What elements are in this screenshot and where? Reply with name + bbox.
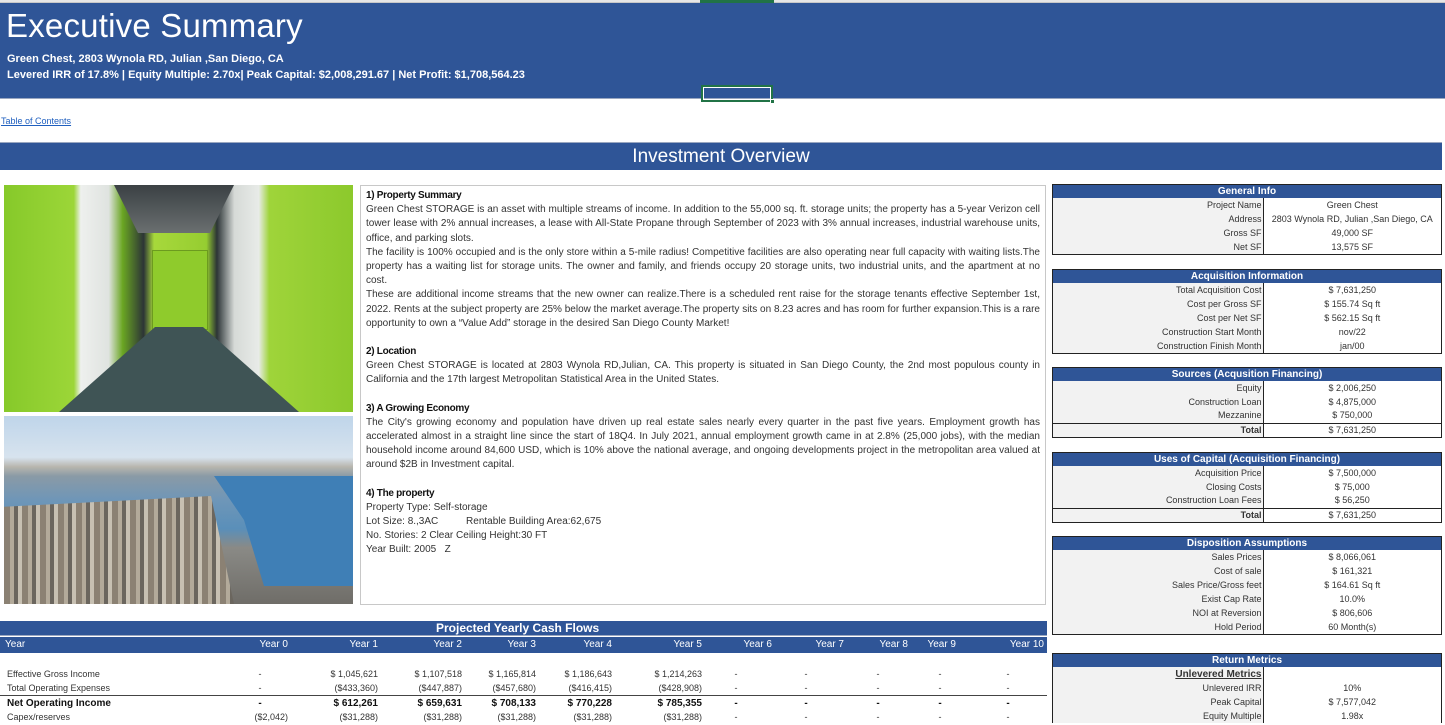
table-row [1053,311,1441,325]
row-label: Effective Gross Income [7,669,100,679]
active-cell-selection[interactable] [701,85,773,102]
row-value[interactable]: 10.0% [1263,592,1441,606]
table-row [1053,592,1441,606]
photo-city-shape [4,496,234,604]
cell[interactable]: $ 659,631 [417,698,462,709]
cell[interactable]: - [1006,712,1010,722]
year-header: Year 8 [879,639,908,650]
gross-sf-label: Gross SF [1053,226,1263,240]
row-value[interactable]: jan/00 [1263,339,1441,353]
row-value[interactable]: $ 8,066,061 [1263,550,1441,564]
row-label: Equity [1053,381,1263,395]
cell[interactable]: ($31,288) [663,712,702,722]
table-row [1053,620,1441,634]
row-label: Peak Capital [1053,695,1263,709]
row-label: Sales Prices [1053,550,1263,564]
row-label: Hold Period [1053,620,1263,634]
row-value[interactable]: $ 75,000 [1263,480,1441,494]
row-value[interactable]: $ 4,875,000 [1263,395,1441,409]
row-label: Construction Start Month [1053,325,1263,339]
property-summary-p2: The facility is 100% occupied and is the only store within a 5-mile radius! Competitive facilities are also operating near full capacity with waiting lists.The property has a waiting list for storage units. The owner and family, and friends occupy 20 storage units, two industrial units, and the apartment at no cost. [366,246,1040,287]
table-row [1053,466,1441,480]
year-header-label: Year [5,639,26,650]
row-label: Capex/reserves [7,712,71,722]
sources-panel [1052,367,1442,438]
table-row [1053,564,1441,578]
cell[interactable]: - [804,698,808,709]
lot-size-line: Lot Size: 8.,3AC Rentable Building Area:62,675 [366,516,602,528]
property-summary-heading: 1) Property Summary [366,190,462,201]
cell[interactable]: - [938,698,942,709]
property-summary-p1: Green Chest STORAGE is an asset with multiple streams of income. In addition to the 55,000 sq. ft. storage units; the property has a 5-year Verizon cell tower lease with 2% annual increases, a lease with All-State Propane through September of 2023 with 3% annual increases, industrial warehouse units, office, and parking slots. [366,204,1040,244]
property-description-textbox[interactable] [360,185,1046,605]
row-label: Construction Loan Fees [1053,494,1263,508]
row-value[interactable]: $ 2,006,250 [1263,381,1441,395]
row-label: Cost per Gross SF [1053,297,1263,311]
cell[interactable]: ($447,887) [418,683,462,693]
cash-flows-title: Projected Yearly Cash Flows [436,621,600,635]
property-summary-p3: These are additional income streams that the new owner can realize.There is a scheduled rent raise for the storage tenants effective September 1st, 2022. Rents at the subject property are 25% below the market average.The property sits on 8.23 acres and has room for further expansion.This is a rare opportunity to own a “Value Add” storage in the desired San Diego County Market! [366,289,1040,329]
uses-title: Uses of Capital (Acquisition Financing) [1053,453,1441,466]
return-metrics-panel [1052,653,1442,723]
net-sf-value[interactable]: 13,575 SF [1263,240,1441,254]
cell[interactable]: $ 1,186,643 [564,669,612,679]
cell[interactable]: - [1006,683,1010,693]
disposition-assumptions-panel [1052,536,1442,635]
total-label: Total [1053,423,1263,437]
row-value[interactable]: $ 750,000 [1263,409,1441,423]
cell[interactable]: ($457,680) [492,683,536,693]
row-label: NOI at Reversion [1053,606,1263,620]
table-row [1053,550,1441,564]
table-row [1053,681,1441,695]
cell[interactable]: - [734,669,738,679]
row-label: Sales Price/Gross feet [1053,578,1263,592]
total-label: Total [1053,508,1263,522]
cell[interactable]: ($2,042) [254,712,288,722]
acquisition-info-title: Acquisition Information [1053,270,1441,283]
cell[interactable]: - [1006,698,1010,709]
photo-ceiling-shape [114,185,234,233]
cell[interactable]: ($31,288) [497,712,536,722]
table-row [1053,667,1441,681]
acquisition-info-panel [1052,269,1442,354]
location-text: Green Chest STORAGE is located at 2803 Wynola RD,Julian, CA. This property is situated in San Diego County, the 2nd most populous county in California and the 17th largest Metropolitan Statistical Area in the United States. [366,360,1040,386]
row-label: Total Acquisition Cost [1053,283,1263,297]
cell[interactable]: ($31,288) [573,712,612,722]
year-header: Year 2 [433,639,462,650]
table-row [1053,494,1441,508]
year-header: Year 5 [673,639,702,650]
general-info-panel [1052,184,1442,255]
row-value[interactable]: 1.98x [1263,709,1441,723]
property-type-line: Property Type: Self-storage [366,501,488,513]
table-row [1053,212,1441,226]
cell[interactable]: - [804,712,808,722]
unlevered-metrics-subheading: Unlevered Metrics [1053,667,1263,681]
year-header: Year 10 [1009,639,1044,650]
row-label: Equity Multiple [1053,709,1263,723]
row-value[interactable]: $ 7,631,250 [1263,283,1441,297]
table-row [1053,325,1441,339]
total-row [1053,508,1441,522]
table-row [1053,578,1441,592]
row-label: Cost of sale [1053,564,1263,578]
row-label: Unlevered IRR [1053,681,1263,695]
table-row [1053,198,1441,212]
photo-floor-shape [59,327,299,412]
cash-flows-header-row [0,637,1047,653]
cell[interactable]: - [938,683,942,693]
growing-economy-heading: 3) A Growing Economy [366,402,470,414]
row-label: Net Operating Income [7,698,111,709]
cell[interactable]: - [876,698,880,709]
row-value[interactable]: 60 Month(s) [1263,620,1441,634]
location-heading: 2) Location [366,346,417,358]
sources-title: Sources (Acqusition Financing) [1053,368,1441,381]
row-value[interactable]: $ 7,500,000 [1263,466,1441,480]
table-row [1053,226,1441,240]
table-row [1053,381,1441,395]
row-value[interactable]: $ 161,321 [1263,564,1441,578]
year-header: Year 0 [259,639,288,650]
total-row [1053,423,1441,437]
cell[interactable]: $ 1,165,814 [488,669,536,679]
row-value[interactable]: $ 155.74 Sq ft [1263,297,1441,311]
row-value[interactable]: nov/22 [1263,325,1441,339]
table-row [1053,606,1441,620]
effective-gross-income-row [0,667,1047,681]
year-header: Year 9 [927,639,956,650]
property-address-line: Green Chest, 2803 Wynola RD, Julian ,San Diego, CA [7,53,284,65]
fill-handle[interactable] [770,99,775,104]
row-value[interactable]: 10% [1263,681,1441,695]
table-row [1053,240,1441,254]
cell[interactable]: - [938,712,942,722]
table-of-contents-link[interactable]: Table of Contents [1,116,72,126]
total-operating-expenses-row [0,681,1047,695]
project-name-value[interactable]: Green Chest [1263,198,1441,212]
net-operating-income-row [0,695,1047,709]
year-header: Year 3 [507,639,536,650]
table-row [1053,283,1441,297]
empty-value [1263,667,1441,681]
page-title: Executive Summary [6,7,303,44]
cell[interactable]: - [876,683,880,693]
cell[interactable]: - [804,669,808,679]
year-built-line: Year Built: 2005 Z [366,544,451,556]
year-header: Year 6 [743,639,772,650]
san-diego-aerial-photo [4,416,353,604]
cell[interactable]: - [734,712,738,722]
net-sf-label: Net SF [1053,240,1263,254]
cell[interactable]: - [804,683,808,693]
row-value[interactable]: $ 56,250 [1263,494,1441,508]
row-value[interactable]: $ 562.15 Sq ft [1263,311,1441,325]
capex-reserves-row [0,710,1047,724]
cell[interactable]: ($31,288) [423,712,462,722]
table-row [1053,695,1441,709]
cell[interactable]: - [258,698,262,709]
cell[interactable]: $ 1,107,518 [414,669,462,679]
investment-overview-header: Investment Overview [0,142,1442,170]
growing-economy-text: The City's growing economy and population have driven up real estate sales nearly every quarter in the past five years. Employment growth has accelerated almost in a straight line since the start of 18Q4. In July 2021, annual employment growth came in at 2.8% (25,000 jobs), with the median household income around 84,600 USD, which is 10% above the national average, and ongoing developments project in the metropolitan area valued at around $2B in Investment capital. [366,416,1040,471]
row-value[interactable]: $ 164.61 Sq ft [1263,578,1441,592]
total-value[interactable]: $ 7,631,250 [1263,423,1441,437]
cell[interactable]: $ 612,261 [333,698,378,709]
row-label: Acquisition Price [1053,466,1263,480]
cell[interactable]: - [258,669,262,679]
gross-sf-value[interactable]: 49,000 SF [1263,226,1441,240]
uses-of-capital-panel [1052,452,1442,523]
cell[interactable]: ($31,288) [339,712,378,722]
table-row [1053,709,1441,723]
cell[interactable]: ($433,360) [334,683,378,693]
storage-hallway-photo [4,185,353,412]
total-value[interactable]: $ 7,631,250 [1263,508,1441,522]
row-label: Total Operating Expenses [7,683,111,693]
row-value[interactable]: $ 806,606 [1263,606,1441,620]
cell[interactable]: ($428,908) [658,683,702,693]
cell[interactable]: $ 1,045,621 [330,669,378,679]
cell[interactable]: - [734,683,738,693]
cell[interactable]: ($416,415) [568,683,612,693]
cell[interactable]: $ 770,228 [567,698,612,709]
year-header: Year 1 [349,639,378,650]
cell[interactable]: - [734,698,738,709]
row-value[interactable]: $ 7,577,042 [1263,695,1441,709]
row-label: Closing Costs [1053,480,1263,494]
cell[interactable]: - [876,669,880,679]
row-label: Mezzanine [1053,409,1263,423]
table-row [1053,409,1441,423]
cash-flows-title-bar [0,621,1047,636]
row-label: Construction Loan [1053,395,1263,409]
the-property-heading: 4) The property [366,487,435,499]
table-row [1053,339,1441,353]
cell[interactable]: $ 1,214,263 [654,669,702,679]
address-label: Address [1053,212,1263,226]
year-header: Year 7 [815,639,844,650]
photo-end-door-shape [152,250,208,330]
project-name-label: Project Name [1053,198,1263,212]
disposition-title: Disposition Assumptions [1053,537,1441,550]
return-metrics-title: Return Metrics [1053,654,1441,667]
table-row [1053,297,1441,311]
cell[interactable]: - [1006,669,1010,679]
row-label: Cost per Net SF [1053,311,1263,325]
table-row [1053,395,1441,409]
general-info-title: General Info [1053,185,1441,198]
cell[interactable]: - [876,712,880,722]
executive-summary-banner [0,3,1445,99]
stories-line: No. Stories: 2 Clear Ceiling Height:30 FT [366,530,548,542]
year-header: Year 4 [583,639,612,650]
table-row [1053,480,1441,494]
cell[interactable]: - [258,683,262,693]
key-metrics-line: Levered IRR of 17.8% | Equity Multiple: 2.70x| Peak Capital: $2,008,291.67 | Net Profit: $1,708,564.23 [7,69,525,81]
row-label: Construction Finish Month [1053,339,1263,353]
row-label: Exist Cap Rate [1053,592,1263,606]
cell[interactable]: - [938,669,942,679]
cell[interactable]: $ 708,133 [491,698,536,709]
address-value[interactable]: 2803 Wynola RD, Julian ,San Diego, CA [1263,212,1441,226]
cell[interactable]: $ 785,355 [657,698,702,709]
